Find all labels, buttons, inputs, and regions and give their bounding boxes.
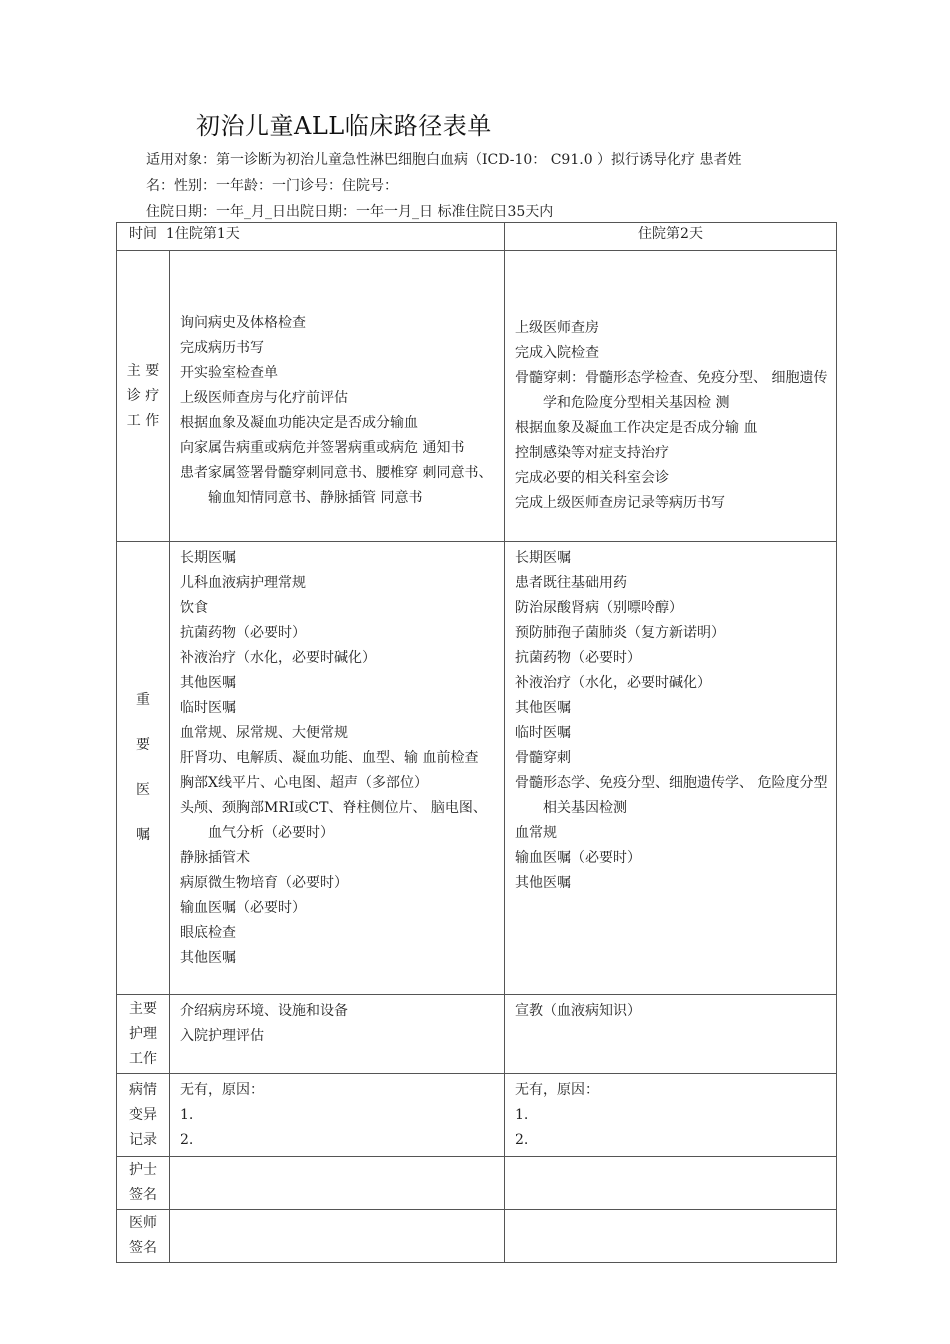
- doctor-sign-row: [117, 1210, 837, 1263]
- nurse-sign-row: [117, 1157, 837, 1210]
- orders-row: [117, 542, 837, 995]
- list-item: 根据血象及凝血功能决定是否成分输血: [180, 415, 418, 431]
- nurse-sign-day2-field[interactable]: [505, 1157, 837, 1210]
- orders-label-char: 重: [136, 692, 150, 708]
- list-item: 临时医嘱: [515, 725, 572, 741]
- list-item: 无有，原因：: [180, 1082, 264, 1098]
- nursing-day1-cell: [170, 995, 505, 1074]
- header-time-label: 时间: [129, 226, 157, 242]
- main-work-label: 主 要 诊 疗 工 作: [117, 251, 170, 542]
- doctor-sign-day1-field[interactable]: [170, 1210, 505, 1263]
- list-item: 临时医嘱: [180, 700, 236, 716]
- list-item: 完成病历书写: [180, 340, 264, 356]
- orders-label-char: 嘱: [136, 827, 150, 843]
- list-item: 眼底检查: [180, 925, 236, 941]
- applicable-subject-line: 适用对象：第一诊断为初治儿童急性淋巴细胞白血病（ICD-10： C91.0 ）拟行诱导化疗 患者姓: [146, 152, 742, 168]
- list-item: 输血医嘱（必要时）: [180, 900, 306, 916]
- header-day1-cell: [117, 223, 505, 251]
- list-item: 血常规、尿常规、大便常规: [180, 725, 348, 741]
- list-item: 其他医嘱: [180, 675, 236, 691]
- nursing-row: [117, 995, 837, 1074]
- table-header-row: [117, 223, 837, 251]
- list-item: 向家属告病重或病危并签署病重或病危 通知书: [180, 440, 465, 456]
- list-item: 静脉插管术: [180, 850, 250, 866]
- list-item: 头颅、颈胸部MRI或CT、脊柱侧位片、 脑电图、血气分析（必要时）: [180, 800, 487, 841]
- list-item: 骨髓穿刺：骨髓形态学检查、免疫分型、 细胞遗传学和危险度分型相关基因检 测: [515, 370, 828, 411]
- document-title: 初治儿童ALL临床路径表单: [196, 112, 492, 140]
- doctor-sign-day2-field[interactable]: [505, 1210, 837, 1263]
- list-item: 骨髓穿刺: [515, 750, 572, 766]
- orders-day1-cell: [170, 542, 505, 995]
- list-item: 其他医嘱: [515, 700, 572, 716]
- variation-day1-cell: [170, 1074, 505, 1157]
- list-item: 完成必要的相关科室会诊: [515, 470, 670, 486]
- list-item: 胸部X线平片、心电图、超声（多部位）: [180, 775, 428, 791]
- list-item: 抗菌药物（必要时）: [515, 650, 642, 666]
- patient-info-line: 名：性别：一年龄：一门诊号：住院号：: [146, 178, 398, 194]
- doctor-sign-label: 医师 签名: [117, 1210, 170, 1263]
- list-item: 输血医嘱（必要时）: [515, 850, 642, 866]
- orders-label-char: 医: [136, 782, 150, 798]
- orders-day2-cell: [505, 542, 837, 995]
- nurse-sign-day1-field[interactable]: [170, 1157, 505, 1210]
- nursing-day2-cell: [505, 995, 837, 1074]
- list-item: 长期医嘱: [515, 550, 572, 566]
- list-item: 完成入院检查: [515, 345, 600, 361]
- list-item: 1.: [515, 1107, 529, 1123]
- header-day1-label: 1住院第1天: [165, 226, 240, 242]
- main-work-day2-cell: [505, 251, 837, 542]
- variation-row: [117, 1074, 837, 1157]
- list-item: 患者既往基础用药: [515, 575, 628, 591]
- list-item: 开实验室检查单: [180, 365, 278, 381]
- admission-date-line: 住院日期：一年_月_日出院日期：一年一月_日 标准住院日35天内: [146, 204, 554, 220]
- list-item: 抗菌药物（必要时）: [180, 625, 306, 641]
- list-item: 上级医师查房与化疗前评估: [180, 390, 348, 406]
- header-day2-label: 住院第2天: [505, 223, 837, 251]
- list-item: 血常规: [515, 825, 558, 841]
- list-item: 根据血象及凝血工作决定是否成分输 血: [515, 420, 758, 436]
- list-item: 询问病史及体格检查: [180, 315, 306, 331]
- list-item: 2.: [515, 1132, 529, 1148]
- list-item: 患者家属签署骨髓穿刺同意书、腰椎穿 刺同意书、输血知情同意书、静脉插管 同意书: [180, 465, 493, 506]
- list-item: 2.: [180, 1132, 194, 1148]
- main-work-day1-cell: [170, 251, 505, 542]
- list-item: 其他医嘱: [180, 950, 236, 966]
- variation-day2-cell: [505, 1074, 837, 1157]
- list-item: 肝肾功、电解质、凝血功能、血型、输 血前检查: [180, 750, 479, 766]
- list-item: 补液治疗（水化，必要时碱化）: [180, 650, 376, 666]
- list-item: 无有，原因：: [515, 1082, 600, 1098]
- list-item: 防治尿酸肾病（别嘌呤醇）: [515, 600, 684, 616]
- list-item: 病原微生物培育（必要时）: [180, 875, 348, 891]
- list-item: 完成上级医师查房记录等病历书写: [515, 495, 726, 511]
- list-item: 控制感染等对症支持治疗: [515, 445, 670, 461]
- list-item: 儿科血液病护理常规: [180, 575, 306, 591]
- list-item: 饮食: [180, 600, 208, 616]
- list-item: 入院护理评估: [180, 1028, 264, 1044]
- nurse-sign-label: 护士 签名: [117, 1157, 170, 1210]
- orders-label: [117, 542, 170, 995]
- list-item: 介绍病房环境、设施和设备: [180, 1003, 348, 1019]
- clinical-pathway-table: [116, 222, 837, 1263]
- list-item: 上级医师查房: [515, 320, 600, 336]
- variation-label: 病情 变异 记录: [117, 1074, 170, 1157]
- list-item: 宣教（血液病知识）: [515, 1003, 642, 1019]
- list-item: 预防肺孢子菌肺炎（复方新诺明）: [515, 625, 726, 641]
- list-item: 骨髓形态学、免疫分型、细胞遗传学、 危险度分型相关基因检测: [515, 775, 828, 816]
- list-item: 长期医嘱: [180, 550, 236, 566]
- main-work-row: [117, 251, 837, 542]
- list-item: 其他医嘱: [515, 875, 572, 891]
- orders-label-char: 要: [136, 737, 150, 753]
- list-item: 补液治疗（水化，必要时碱化）: [515, 675, 712, 691]
- nursing-label: 主要 护理 工作: [117, 995, 170, 1074]
- list-item: 1.: [180, 1107, 194, 1123]
